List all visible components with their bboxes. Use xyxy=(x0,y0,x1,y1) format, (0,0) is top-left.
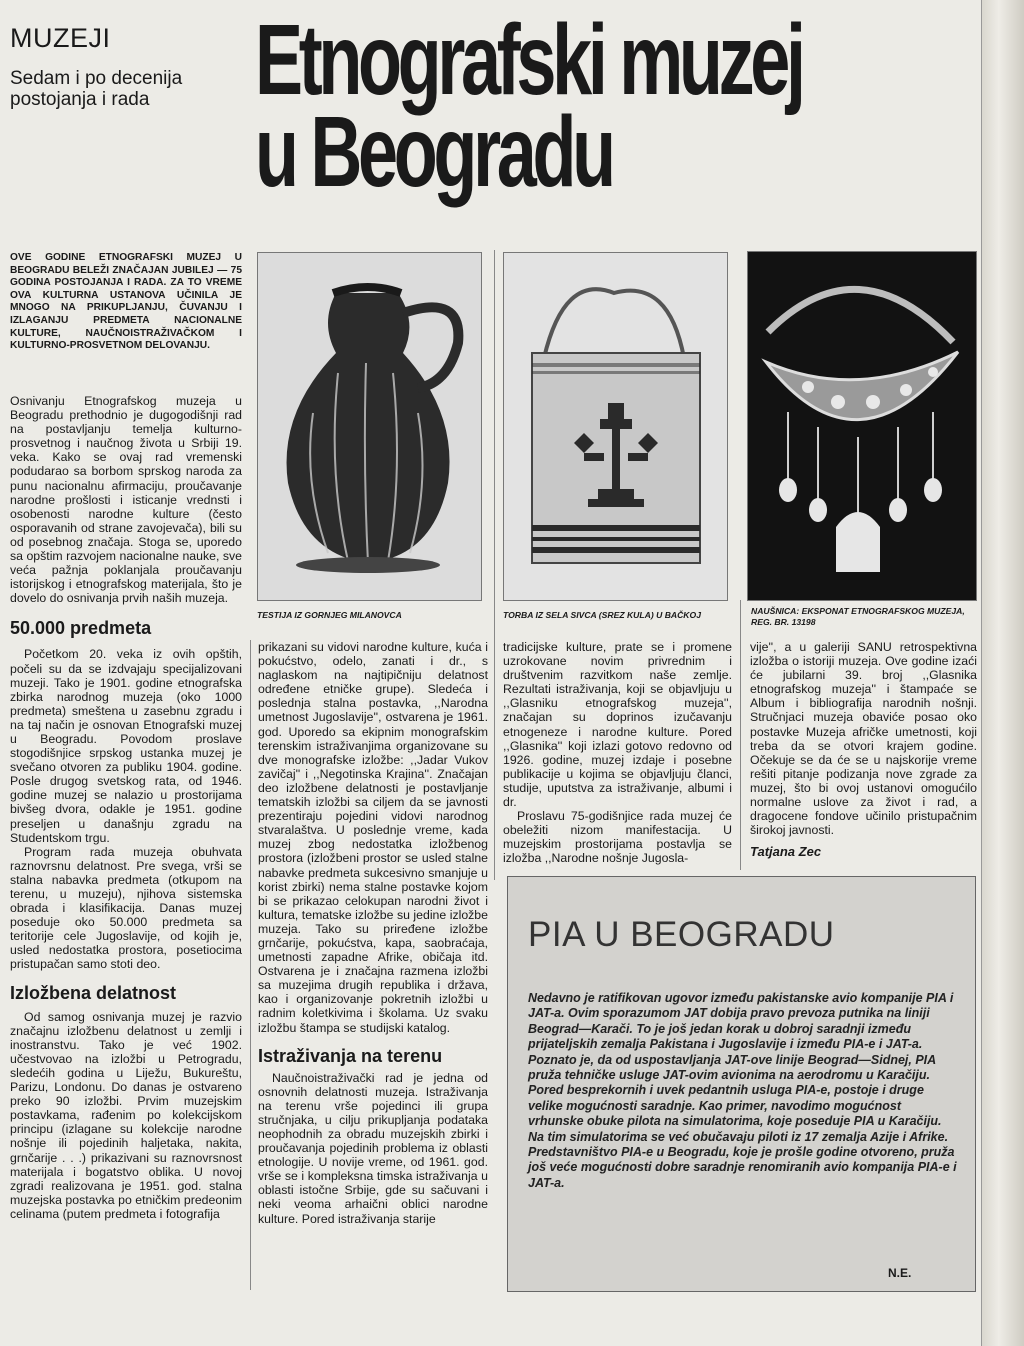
paragraph: tradicijske kulture, prate se i promene uzrokovane novim privrednim i društvenim razvitkom naše zemlje. Rezultati istraživanja, koji se objavljuju u ,,Glasniku etnografskog muzeja'', značajan su doprinos izučavanju etnogeneze i narodne kulture. Pored ,,Glasnika'' koji izlazi gotovo redovno od 1926. godine, muzej izdaje i posebne publikacije u kojima se objavljuju članci, studije, uputstva za istraživanje, albumi i dr. xyxy=(503,640,732,810)
news-paragraph: Nedavno je ratifikovan ugovor između pakistanske avio kompanije PIA i JAT-a. Ovim sporazumom JAT dobija pravo prevoza putnika na liniji Beograd—Karači. To je još jedan korak u dobroj saradnji između prijateljskih zemalja Pakistana i Jugoslavije i između PIA-e i JAT-a. xyxy=(528,991,954,1052)
news-box-title: PIA U BEOGRADU xyxy=(528,915,835,954)
article-column-1 xyxy=(10,394,242,1221)
column-divider xyxy=(740,600,741,870)
facing-page-edge xyxy=(981,0,1024,1346)
kicker: Sedam i po decenija postojanja i rada xyxy=(10,68,183,110)
photo-earring xyxy=(747,251,977,601)
paragraph: prikazani su vidovi narodne kulture, kuća i pokućstvo, odelo, zanati i dr., s naglaskom na najtipičniju delatnost određene etničke grupe). Sledeća i poslednja stalna postavka, ,,Narodna umetnost Jugoslavije'', ostvarena je 1961. god. Uporedo sa ekipnim monografskim terenskim istraživanjima organizovane su dve monografske izložbe: ,,Jadar Vukov zavičaj'' i ,,Negotinska Krajina''. Značajan deo izložbene delatnosti je postavljanje tematskih izložbi sa ciljem da se javnosti prezentiraju pojedini vidovi narodnog stvaralaštva. U poslednje vreme, kada muzej zbog nedostatka izložbenog prostora (izložbeni prostor se usled stalne nabavke predmeta sukcesivno smanjuje u korist zbirki) nema stalne postavke kojom bi se prikazao celokupan narodni život i kultura, tematske izložbe su jedine izložbe muzeja. Tako su priređene izložbe grnčarije, pokućstva, kapa, saobraćaja, umetnosti zapadne Afrike, običaja itd. Ostvarena je i značajna razmena izložbi sa muzejima drugih republika i država, kao i organizovanje pokretnih izložbi u radnim koletkivima i školama. Uz svaku izložbu štampa se studijski katalog. xyxy=(258,640,488,1035)
article-column-3 xyxy=(503,640,732,866)
column-divider xyxy=(250,640,251,1290)
photo-bag xyxy=(503,252,728,601)
news-box-signature: N.E. xyxy=(888,1266,912,1280)
paragraph: Naučnoistraživački rad je jedna od osnovnih delatnosti muzeja. Istraživanja na terenu vrše pojedinci ili grupa stručnjaka, u cilju prikupljanja podataka neophodnih za obradu muzejskih zbirki i proučavanja pojedinih problema iz oblasti etnologije. U novije vreme, od 1961. god. vrše se i kompleksna timska istraživanja u oblasti istočne Srbije, gde su sačuvani i neki veoma arhaični oblici narodne kulture. Pored istraživanja starije xyxy=(258,1070,488,1226)
news-paragraph: Predstavništvo PIA-e u Beogradu, koje je prošle godine otvoreno, pruža još veće mogućnosti dobre saradnje renomiranih avio kompanija PIA-e i JAT-a. xyxy=(528,1145,957,1190)
paragraph: Od samog osnivanja muzej je razvio značajnu izložbenu delatnost u zemlji i inostranstvu. Tako je već 1902. učestvovao na izložbi u Petrogradu, sledećih godina u Liježu, Bukureštu, Parizu, Londonu. Do danas je ostvareno preko 90 izložbi. Prvim muzejskim postavkama, rađenim po kolekcijskom principu (izlagane su kolekcije narodne nošnje ili pojedinih haljetaka, nakita, grnčarije . . .) prikazivani su raznovrsnost materijala i bogatstvo oblika. U novoj zgradi realizovana je 1951. god. stalna muzejska postavka po etničkim predeonim celinama (putem predmeta i fotografija xyxy=(10,1009,242,1221)
paragraph: vije'', a u galeriji SANU retrospektivna izložba o istoriji muzeja. Ove godine izaći će jubilarni 39. broj ,,Glasnika etnografskog muzeja'' i štampaće se Album i bibliografija narodnih nošnji. Stručnjaci muzeja obaviće posao oko postavke Muzeja afričke umetnosti, koji treba da se otvori krajem godine. Očekuje se da će se u najskorije vreme rešiti pitanje podizanja nove zgrade za muzej, što bi ovoj ustanovi omogućilo normalne uslove za život i rad, a dragocene fondove učinilo pristupačnim širokoj javnosti. xyxy=(750,640,977,838)
lead-paragraph: OVE GODINE ETNOGRAFSKI MUZEJ U BEOGRADU BELEŽI ZNAČAJAN JUBILEJ — 75 GODINA POSTOJANJA I RADA. ZA TO VREME OVA KULTURNA USTANOVA UČINILA JE MNOGO NA PRIKUPLJANJU, ČUVANJU I IZLAGANJU PREDMETA NACIONALNE KULTURE, NAUČNOISTRAŽIVAČKOM I KULTURNO-PROSVETNOM DELOVANJU. xyxy=(10,252,242,352)
article-column-2 xyxy=(258,640,488,1226)
subheading-izlozbena: Izložbena delatnost xyxy=(10,982,177,1003)
column-divider xyxy=(494,250,495,880)
headline-line-2: u Beogradu xyxy=(255,96,612,208)
photo-caption: NAUŠNICA: EKSPONAT ETNOGRAFSKOG MUZEJA, REG. BR. 13198 xyxy=(751,606,965,627)
article-column-4 xyxy=(750,640,977,859)
paragraph: Program rada muzeja obuhvata raznovrsnu delatnost. Pre svega, vrši se stalna nabavka predmeta (otkupom na terenu, u muzeju), njihova sistemska obrada i klasifikacija. Danas muzej poseduje oko 50.000 predmeta sa teritorije cele Jugoslavije, od kojih je, usled nedostatka prostora, posetiocima pristupačan samo stoti deo. xyxy=(10,844,242,972)
intro-paragraph: Osnivanju Etnografskog muzeja u Beogradu prethodnio je dugogodišnji rad na postavljanju temelja kulturno-prosvetnog i naučnog života u Srbiji 19. veka. Kako se ovaj rad vremenski podudarao sa borbom sprskog naroda za punu nacionalnu afirmaciju, proučavanje narodne prošlosti i isticanje vrednsti i osobenosti narodne kulture (često osporavanih od strane zavojevača), bili su od posebnog značaja. Stoga se, uporedo sa opštim razvojem nacionalne nauke, sve veća pažnja poklanjala proučavanju istorijskog i etnografskog materijala, što je dovelo do osnivanja prvih naših muzeja. xyxy=(10,394,242,606)
headline-line-1: Etnografski muzej xyxy=(255,4,802,116)
subheading-istrazivanja: Istraživanja na terenu xyxy=(258,1045,443,1066)
photo-jug xyxy=(257,252,482,601)
news-paragraph: Pored besprekornih i uvek pedantnih usluga PIA-e, postoje i druge velike mogućnosti saradnje. Kao primer, navodimo mogućnost vrhunske obuke pilota na simulatorima, koje poseduje PIA u Karačiju. Na tim simulatorima se već obučavaju piloti iz 17 zemalja Azije i Afrike. xyxy=(528,1083,949,1144)
author-byline: Tatjana Zec xyxy=(750,844,822,860)
photo-caption: TORBA IZ SELA SIVCA (SREZ KULA) U BAČKOJ xyxy=(503,610,701,620)
news-box-text xyxy=(528,991,958,1191)
subheading-50000: 50.000 predmeta xyxy=(10,618,152,639)
news-paragraph: Poznato je, da od uspostavljanja JAT-ove linije Beograd—Sidnej, PIA pruža tehničke usluge JAT-ovim avionima na aerodromu u Karačiju. xyxy=(528,1052,936,1083)
paragraph: Proslavu 75-godišnjice rada muzej će obeležiti nizom manifestacija. U muzejskim prostorijama postavlja se izložba ,,Narodne nošnje Jugosla- xyxy=(503,809,732,866)
headline xyxy=(255,4,802,208)
photo-caption: TESTIJA IZ GORNJEG MILANOVCA xyxy=(257,610,402,620)
section-label: MUZEJI xyxy=(10,23,111,53)
paragraph: Početkom 20. veka iz ovih opštih, počeli su da se izdvajaju specijalizovani muzeji. Tako je 1901. godine etnografska zbirka narodnog muzeja (oko 1000 predmeta) smeštena u zasebnu zgradu i na taj način je osnovan Etnografski muzej u Beogradu. Povodom proslave stogodišnjice srpskog ustanka muzej je svečano otvoren za publiku 1904. godine. Posle drugog svetskog rata, od 1946. godine muzej se nalazio u prostorijama bivšeg dvora, odakle je 1951. godine preseljen u današnju zgradu na Studentskom trgu. xyxy=(10,647,242,845)
